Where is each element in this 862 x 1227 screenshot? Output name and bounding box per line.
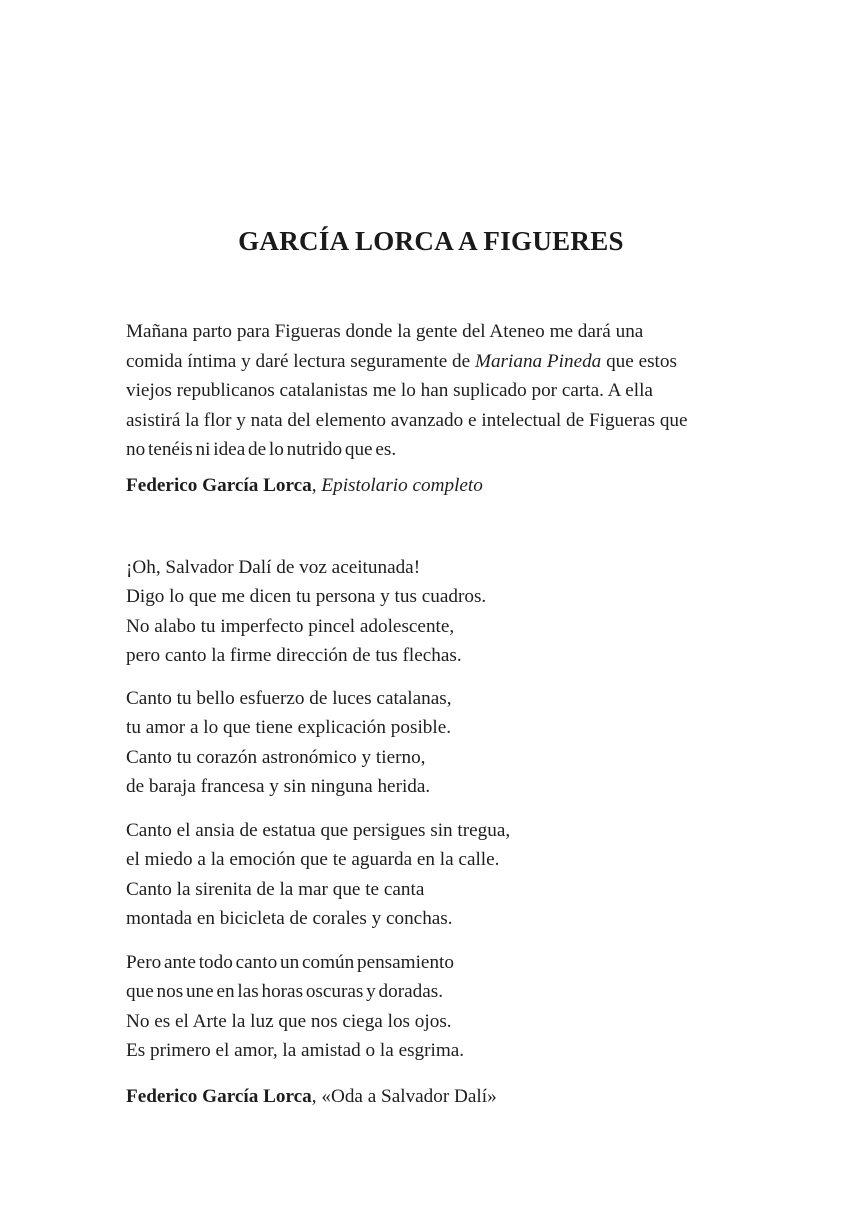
- prose-text: que estos: [601, 350, 677, 372]
- poem-stanza-1: [126, 553, 486, 670]
- poem-line: Pero ante todo canto un común pensamiento: [126, 952, 454, 973]
- prose-line: viejos republicanos catalanistas me lo han suplicado por carta. A ella: [126, 380, 653, 401]
- poem-line: pero canto la firme dirección de tus flechas.: [126, 644, 462, 666]
- attribution-letter: [126, 475, 483, 497]
- poem-line: Es primero el amor, la amistad o la esgrima.: [126, 1039, 465, 1061]
- attribution-work: Epistolario completo: [321, 475, 483, 496]
- poem-line: montada en bicicleta de corales y conchas.: [126, 907, 453, 929]
- prose-line: no tenéis ni idea de lo nutrido que es.: [126, 439, 397, 460]
- poem-line: Canto tu bello esfuerzo de luces catalanas,: [126, 688, 452, 709]
- poem-line: Canto la sirenita de la mar que te canta: [126, 878, 425, 900]
- prose-line: Mañana parto para Figueras donde la gente del Ateneo me dará una: [126, 321, 644, 342]
- poem-stanza-3: [126, 816, 510, 933]
- poem-line: el miedo a la emoción que te aguarda en la calle.: [126, 849, 500, 871]
- poem-line: tu amor a lo que tiene explicación posible.: [126, 717, 452, 739]
- poem-line: No es el Arte la luz que nos ciega los ojos.: [126, 1010, 452, 1032]
- attribution-author: Federico García Lorca: [126, 1086, 312, 1107]
- poem-line: que nos une en las horas oscuras y doradas.: [126, 981, 444, 1003]
- attribution-separator: ,: [311, 475, 322, 496]
- attribution-separator: ,: [311, 1086, 322, 1107]
- poem-line: ¡Oh, Salvador Dalí de voz aceitunada!: [126, 557, 421, 578]
- attribution-poem: [126, 1086, 497, 1108]
- poem-line: No alabo tu imperfecto pincel adolescente,: [126, 615, 455, 637]
- work-title-italic: Mariana Pineda: [474, 350, 602, 372]
- letter-excerpt: [126, 317, 738, 465]
- poem-stanza-2: [126, 684, 452, 801]
- attribution-work: «Oda a Salvador Dalí»: [321, 1086, 497, 1107]
- poem-line: de baraja francesa y sin ninguna herida.: [126, 775, 431, 797]
- prose-line: asistirá la flor y nata del elemento avanzado e intelectual de Figueras que: [126, 409, 688, 431]
- prose-text: comida íntima y daré lectura seguramente de: [126, 350, 475, 372]
- poem-stanza-4: [126, 948, 464, 1065]
- prose-line: [126, 347, 738, 377]
- poem-line: Canto tu corazón astronómico y tierno,: [126, 746, 426, 768]
- chapter-title: GARCÍA LORCA A FIGUERES: [238, 226, 624, 256]
- poem-line: Digo lo que me dicen tu persona y tus cuadros.: [126, 586, 487, 608]
- attribution-author: Federico García Lorca: [126, 475, 312, 496]
- poem-line: Canto el ansia de estatua que persigues sin tregua,: [126, 820, 511, 841]
